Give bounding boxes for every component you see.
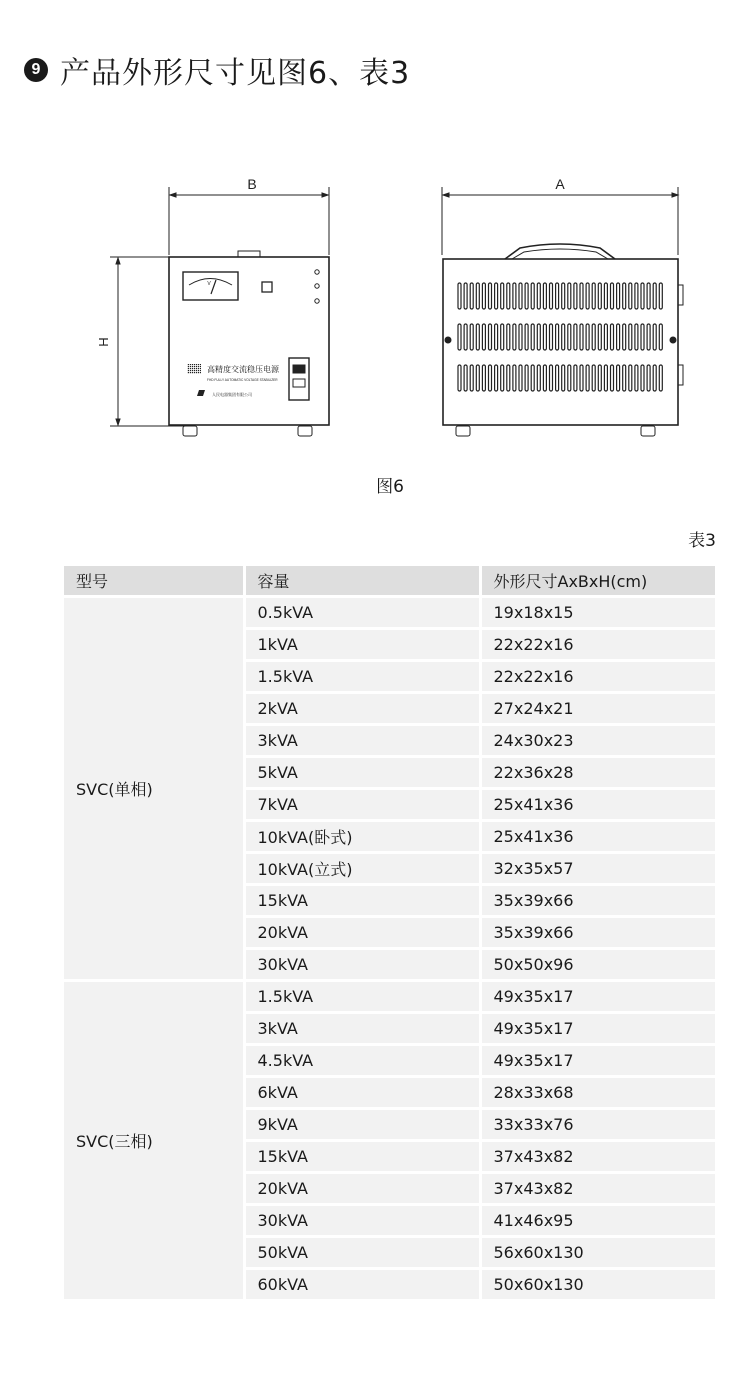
figure-caption: 图6 bbox=[376, 477, 404, 497]
section-number-badge: 9 bbox=[24, 58, 48, 82]
capacity-cell: 15kVA bbox=[244, 885, 480, 917]
label-h: H bbox=[96, 337, 111, 347]
capacity-cell: 10kVA(立式) bbox=[244, 853, 480, 885]
table-caption: 表3 bbox=[688, 531, 716, 551]
capacity-cell: 10kVA(卧式) bbox=[244, 821, 480, 853]
dimensions-cell: 50x60x130 bbox=[480, 1269, 715, 1301]
dimensions-cell: 22x22x16 bbox=[480, 629, 715, 661]
label-b: B bbox=[247, 176, 257, 192]
dimensions-cell: 25x41x36 bbox=[480, 821, 715, 853]
dimensions-cell: 27x24x21 bbox=[480, 693, 715, 725]
panel-label-group bbox=[187, 364, 201, 374]
meter-letter: V bbox=[207, 281, 211, 287]
dimensions-cell: 22x22x16 bbox=[480, 661, 715, 693]
capacity-cell: 6kVA bbox=[244, 1077, 480, 1109]
capacity-cell: 1.5kVA bbox=[244, 661, 480, 693]
capacity-cell: 20kVA bbox=[244, 1173, 480, 1205]
header-dimensions: 外形尺寸AxBxH(cm) bbox=[480, 566, 715, 597]
panel-company: 人民电器集团有限公司 bbox=[212, 392, 252, 397]
table-row bbox=[64, 597, 715, 629]
capacity-cell: 30kVA bbox=[244, 1205, 480, 1237]
dimensions-cell: 35x39x66 bbox=[480, 885, 715, 917]
dimensions-cell: 28x33x68 bbox=[480, 1077, 715, 1109]
dimensions-cell: 33x33x76 bbox=[480, 1109, 715, 1141]
capacity-cell: 50kVA bbox=[244, 1237, 480, 1269]
dimensions-cell: 35x39x66 bbox=[480, 917, 715, 949]
dimensions-cell: 49x35x17 bbox=[480, 981, 715, 1013]
dimensions-table bbox=[64, 566, 715, 1302]
dimensions-cell: 50x50x96 bbox=[480, 949, 715, 981]
capacity-cell: 7kVA bbox=[244, 789, 480, 821]
capacity-cell: 30kVA bbox=[244, 949, 480, 981]
capacity-cell: 4.5kVA bbox=[244, 1045, 480, 1077]
table-row bbox=[64, 981, 715, 1013]
capacity-cell: 2kVA bbox=[244, 693, 480, 725]
capacity-cell: 1kVA bbox=[244, 629, 480, 661]
header-capacity: 容量 bbox=[244, 566, 480, 597]
dimensions-cell: 19x18x15 bbox=[480, 597, 715, 629]
side-view-body bbox=[443, 259, 678, 425]
label-a: A bbox=[555, 176, 565, 192]
dimensions-cell: 24x30x23 bbox=[480, 725, 715, 757]
capacity-cell: 1.5kVA bbox=[244, 981, 480, 1013]
capacity-cell: 60kVA bbox=[244, 1269, 480, 1301]
model-cell: SVC(单相) bbox=[64, 597, 244, 981]
header-model: 型号 bbox=[64, 566, 244, 597]
capacity-cell: 20kVA bbox=[244, 917, 480, 949]
dimensions-cell: 37x43x82 bbox=[480, 1173, 715, 1205]
handle-icon bbox=[505, 244, 615, 259]
panel-text-cn: 高精度交流稳压电源 bbox=[207, 365, 279, 374]
dimensions-cell: 25x41x36 bbox=[480, 789, 715, 821]
dimensions-cell: 41x46x95 bbox=[480, 1205, 715, 1237]
section-heading bbox=[24, 50, 410, 90]
capacity-cell: 3kVA bbox=[244, 725, 480, 757]
panel-text-en: FHD FULLY AUTOMATIC VOLTAGE STABILIZER bbox=[207, 378, 278, 382]
capacity-cell: 15kVA bbox=[244, 1141, 480, 1173]
table-header-row bbox=[64, 566, 715, 597]
section-title: 产品外形尺寸见图6、表3 bbox=[60, 56, 411, 91]
dimensions-cell: 22x36x28 bbox=[480, 757, 715, 789]
dimensions-cell: 56x60x130 bbox=[480, 1237, 715, 1269]
capacity-cell: 0.5kVA bbox=[244, 597, 480, 629]
model-cell: SVC(三相) bbox=[64, 981, 244, 1301]
capacity-cell: 3kVA bbox=[244, 1013, 480, 1045]
dimensions-cell: 49x35x17 bbox=[480, 1013, 715, 1045]
dimensions-cell: 49x35x17 bbox=[480, 1045, 715, 1077]
dimensions-cell: 32x35x57 bbox=[480, 853, 715, 885]
capacity-cell: 9kVA bbox=[244, 1109, 480, 1141]
capacity-cell: 5kVA bbox=[244, 757, 480, 789]
dimensions-cell: 37x43x82 bbox=[480, 1141, 715, 1173]
ventilation-slots bbox=[458, 283, 662, 391]
dimension-drawing bbox=[0, 160, 750, 450]
